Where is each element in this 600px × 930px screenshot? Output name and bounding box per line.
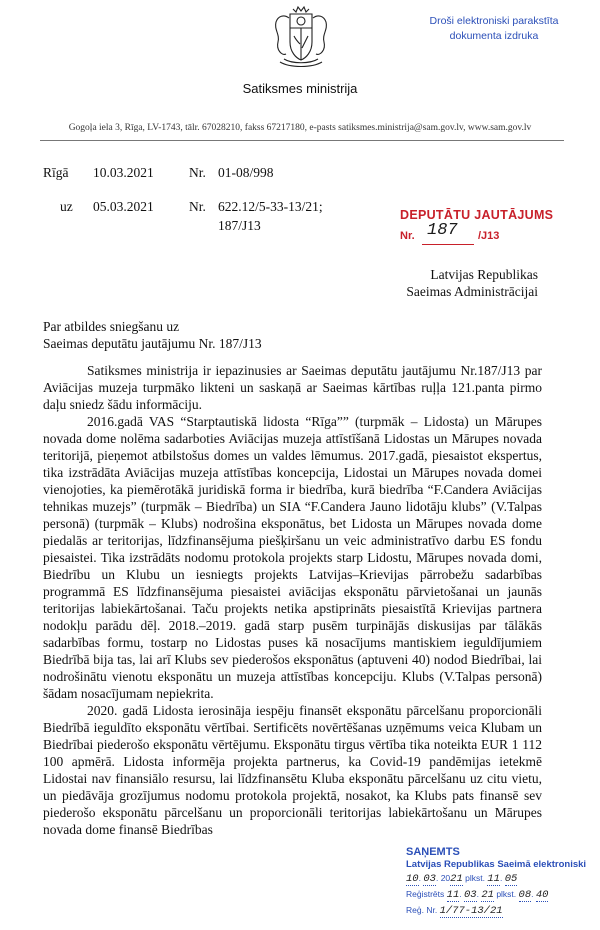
received-day: 10 [406,873,419,885]
uz-label: uz [60,199,73,214]
letter-body [43,362,542,838]
registered-time-hour: 08 [518,889,532,901]
deputy-stamp-suffix: /J13 [478,230,500,242]
subject-line2: Saeimas deputātu jautājumu Nr. 187/J13 [43,336,262,351]
received-month: 03 [423,873,436,885]
deputy-question-stamp-title: DEPUTĀTU JAUTĀJUMS [400,208,554,222]
received-year: 21 [450,873,463,885]
recipient-line2: Saeimas Administrācijai [406,284,538,299]
subject-line1: Par atbildes sniegšanu uz [43,319,180,334]
city-label: Rīgā [43,165,69,180]
received-stamp-title: SAŅEMTS [406,846,460,858]
registered-month: 03 [463,889,477,901]
registered-label: Reģistrēts [406,889,445,899]
uz-date: 05.03.2021 [93,199,154,214]
deputy-stamp-handwritten-number: 187 [427,221,458,240]
ministry-name: Satiksmes ministrija [242,81,358,96]
registered-time-minute: 40 [535,889,549,901]
header-divider [40,140,564,141]
uz-nr-label: Nr. [189,199,206,214]
subject-block [43,318,262,352]
registered-year: 21 [481,889,494,901]
document-date: 10.03.2021 [93,165,154,180]
body-paragraph-2: 2016.gadā VAS “Starptautiskā lidosta “Rīga”” (turpmāk – Lidosta) un Mārupes novada dome nolēma sadarboties Aviācijas muzeja attīstīšanā Lidostas un Mārupes novada teritorijā, pieņemot atbilstošus domes un valdes lēmumus. 2017.gadā, piesaistot ekspertus, tika izstrādāta Aviācijas muzeja attīstības koncepcija, Lidostai un Mārupes novada domei vienojoties, ka piemērotākā juridiskā forma ir biedrība, kurā biedrība “F.Candera Aviācijas tehnikas muzejs” (turpmāk – Biedrība) un SIA “F.Candera Jauno lidotāju klubs” (V.Talpas personā) (turpmāk – Klubs) nodrošina eksponātus, bet Lidosta un Mārupes novada dome piedalās ar teritorijas, līdzfinansējuma piešķiršanu un veic administratīvo darbu ES fondu piesaistei. Tika izstrādāts nodomu protokola projekts starp Lidostu, Mārupes novada domi, Biedrību un Klubu un iesniegts projekts Latvijas–Krievijas pārrobežu sadarbības programmā ES līdzfinansējuma piesaistei aviācijas eksponātu pārvietošanai un jaunās teritorijas labiekārtošanai. Taču projekts netika apstiprināts piesaistītā Krievijas partnera nodokļu parādu dēļ. 2018.–2019. gadā starp pusēm turpinājās diskusijas par tālākās sadarbības formu, tostarp no Lidostas puses kā nosacījums mantiskiem ieguldījumiem Biedrībā bija tas, lai arī Klubs sev piederošos eksponātus (aptuveni 40) nodod Biedrībai, lai nodrošinātu vienotu eksponātu un muzeja attīstības koncepciju. Klubs (V.Talpas personā) šādam nosacījumam nepiekrita. [43,414,542,701]
coat-of-arms-emblem [262,4,340,74]
body-paragraph-1: Satiksmes ministrija ir iepazinusies ar Saeimas deputātu jautājumu Nr.187/J13 par Aviācijas muzeja turpmāko likteni un saskaņā ar Saeimas kārtības ruļļa 121.panta pirmo daļu sniedz šādu informāciju. [43,363,542,412]
registration-number-row [406,903,590,919]
deputy-stamp-underline [422,244,474,245]
recipient-line1: Latvijas Republikas [430,267,538,282]
received-year-prefix: 20 [440,873,451,883]
electronic-signature-notice [410,14,578,44]
document-number: 01-08/998 [218,165,274,180]
deputy-stamp-nr-label: Nr. [400,230,415,242]
registered-plkst-label: plkst. [496,889,517,899]
regnr-label: Reģ. Nr. [406,905,438,915]
received-time-minute: 05 [504,873,518,885]
uz-number-line2: 187/J13 [218,218,261,233]
uz-number-line1: 622.12/5-33-13/21; [218,199,323,214]
registered-row: Reģistrēts 11. 03. 21 plkst. 08. 40 [406,889,549,901]
regnr-value: 1/77-13/21 [439,905,503,917]
received-plkst-label: plkst. [465,873,485,883]
recipient-block [406,266,538,300]
body-paragraph-3: 2020. gadā Lidosta ierosināja iespēju finansēt eksponātu pārcelšanu proporcionāli Biedrībā ieguldīto eksponātu vērtībai. Sertificēts novērtēšanas uzņēmums veica Klubam un Biedrībai piederošo eksponātu vērtējumu. Eksponātu tirgus vērtība tika noteikta EUR 1 112 100 apmērā. Lidosta informēja projekta partnerus, ka Covid-19 pandēmijas ietekmē Lidostai nav finansiālo resursu, lai līdzfinansētu Kluba eksponātu pārcelšanu uz citu vietu, un piedāvāja grozījumus nodomu protokola projektā, nosakot, ka Klubs pats finansē sev piederošo eksponātu pārcelšanu un proporcionāli teritorijas labiekārtošanu un Mārupes novada dome finansē Biedrības [43,703,542,837]
received-date-row: 10. 03. 2021 plkst. 11. 05 [406,873,518,885]
signature-notice-text: Droši elektroniski parakstīta dokumenta izdruka [429,15,559,42]
nr-label: Nr. [189,165,206,180]
ministry-address: Gogoļa iela 3, Rīga, LV-1743, tālr. 67028210, fakss 67217180, e-pasts satiksmes.ministrija@sam.gov.lv, www.sam.gov.lv [68,123,532,133]
received-time-hour: 11 [487,873,500,885]
received-stamp [406,846,590,919]
received-stamp-subtitle: Latvijas Republikas Saeimā elektroniski [406,859,587,870]
registered-day: 11 [446,889,460,901]
